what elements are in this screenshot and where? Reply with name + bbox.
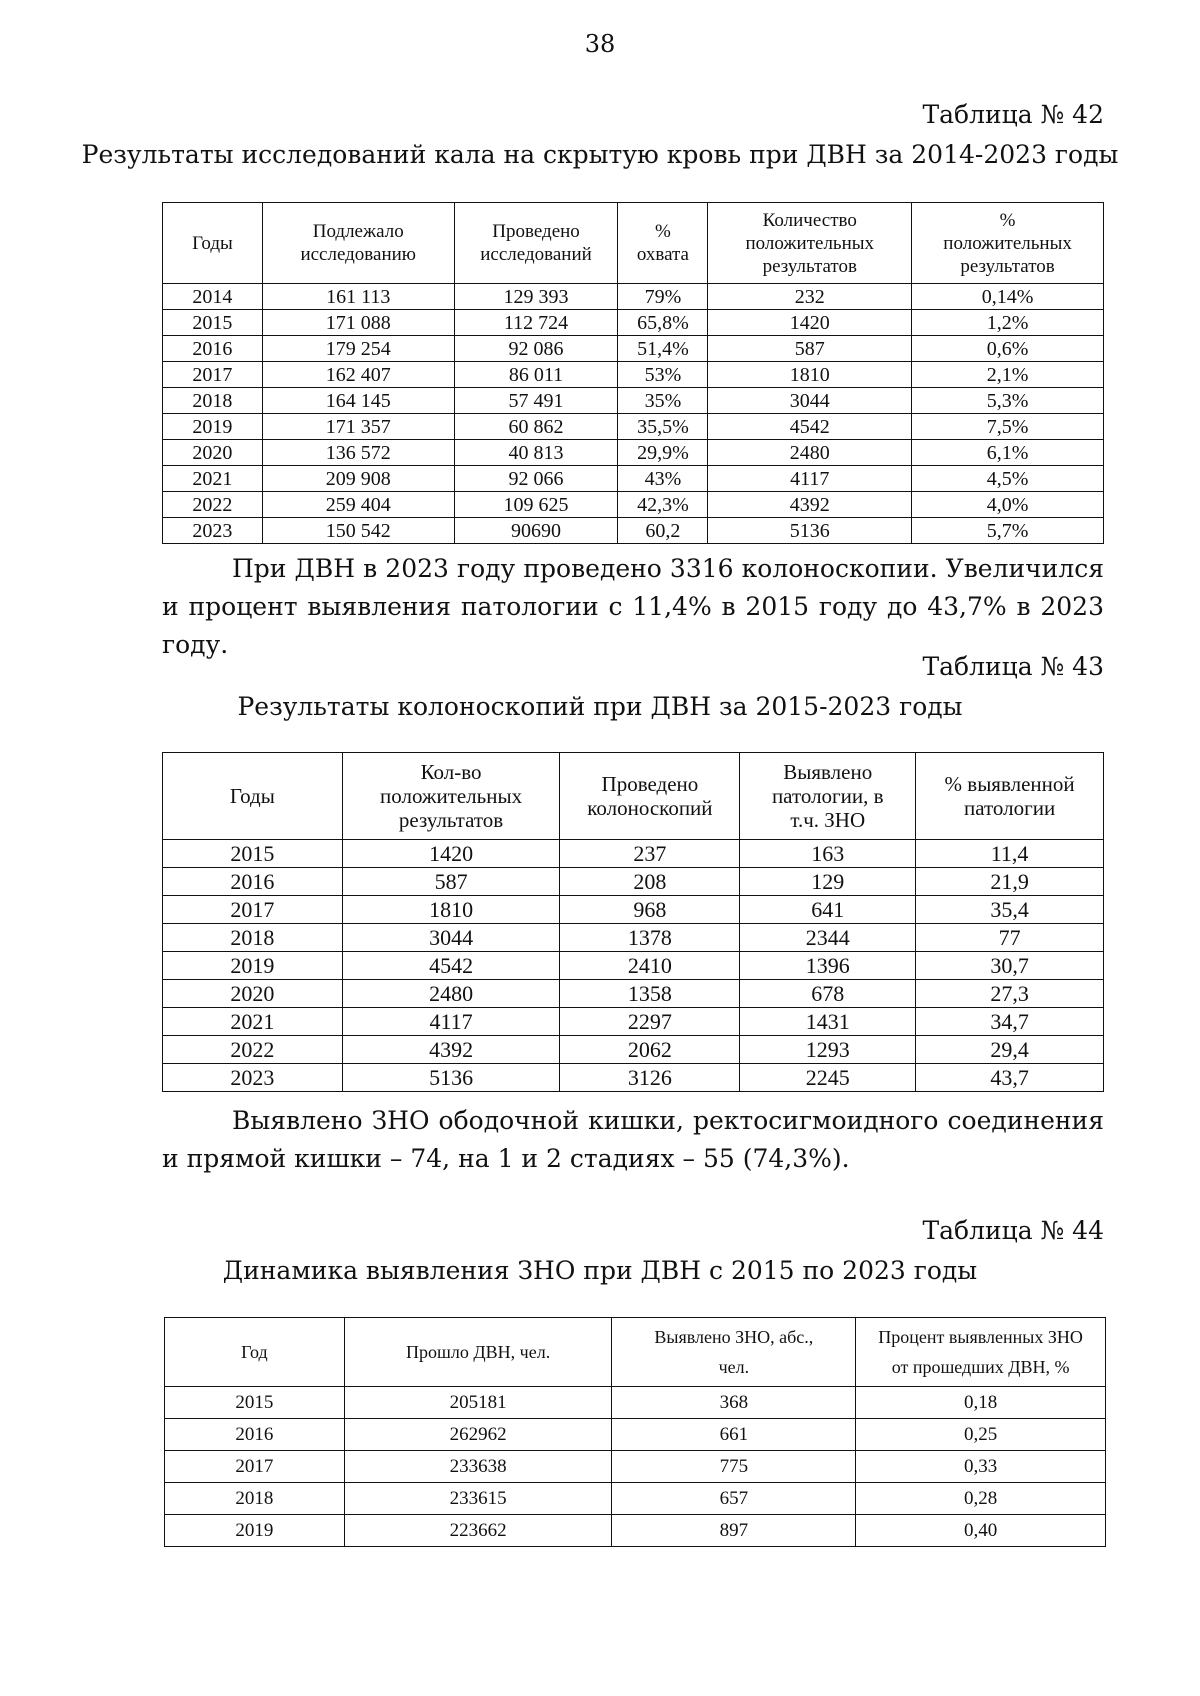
- table-44-row: [165, 1483, 1106, 1515]
- table-42-header-cell: Количество положительных результатов: [708, 203, 912, 284]
- table-43-cell: 21,9: [916, 868, 1104, 896]
- table-42-cell: 112 724: [454, 310, 618, 336]
- table-43-header-cell: Проведено колоноскопий: [560, 753, 740, 840]
- table-42-cell: 179 254: [262, 336, 454, 362]
- table-43-row: [163, 896, 1104, 924]
- table-42-cell: 2480: [708, 440, 912, 466]
- table-42-cell: 2015: [163, 310, 263, 336]
- table-43-cell: 27,3: [916, 980, 1104, 1008]
- table-44-title: Динамика выявления ЗНО при ДВН с 2015 по 2023 годы: [222, 1256, 978, 1285]
- table-43-cell: 5136: [342, 1064, 560, 1092]
- table-43-cell: 2022: [163, 1036, 343, 1064]
- table-43-cell: 34,7: [916, 1008, 1104, 1036]
- table-43-row: [163, 840, 1104, 868]
- table-42-cell: 2022: [163, 492, 263, 518]
- table-43-cell: 1810: [342, 896, 560, 924]
- table-42-cell: 53%: [618, 362, 708, 388]
- table-42-cell: 90690: [454, 518, 618, 544]
- table-43-cell: 1396: [740, 952, 916, 980]
- table-43-cell: 641: [740, 896, 916, 924]
- table-42-header-cell: Проведено исследований: [454, 203, 618, 284]
- table-44-row: [165, 1515, 1106, 1547]
- page-number: 38: [584, 30, 616, 58]
- table-42-cell: 7,5%: [912, 414, 1104, 440]
- table-42-cell: 587: [708, 336, 912, 362]
- table-42-cell: 4,0%: [912, 492, 1104, 518]
- table-42-cell: 136 572: [262, 440, 454, 466]
- table-43-row: [163, 980, 1104, 1008]
- table-43-cell: 163: [740, 840, 916, 868]
- table-42-cell: 171 088: [262, 310, 454, 336]
- table-43-cell: 2020: [163, 980, 343, 1008]
- table-42-cell: 4117: [708, 466, 912, 492]
- table-43-row: [163, 924, 1104, 952]
- table-42-cell: 5,3%: [912, 388, 1104, 414]
- table-43-row: [163, 1008, 1104, 1036]
- table-44-cell: 205181: [344, 1387, 612, 1419]
- table-42-cell: 164 145: [262, 388, 454, 414]
- table-43-cell: 4392: [342, 1036, 560, 1064]
- table-42-row: [163, 414, 1104, 440]
- table-43-cell: 2245: [740, 1064, 916, 1092]
- table-43-cell: 1431: [740, 1008, 916, 1036]
- table-43-cell: 1358: [560, 980, 740, 1008]
- table-42-cell: 79%: [618, 284, 708, 310]
- table-44: [164, 1317, 1106, 1547]
- table-43-cell: 1293: [740, 1036, 916, 1064]
- table-44-cell: 368: [612, 1387, 856, 1419]
- table-43: [162, 752, 1104, 1092]
- table-42-header-cell: Годы: [163, 203, 263, 284]
- table-43-cell: 35,4: [916, 896, 1104, 924]
- table-42-row: [163, 310, 1104, 336]
- table-42-row: [163, 388, 1104, 414]
- table-44-cell: 0,18: [856, 1387, 1106, 1419]
- table-42-cell: 3044: [708, 388, 912, 414]
- table-43-cell: 4542: [342, 952, 560, 980]
- table-42-cell: 2019: [163, 414, 263, 440]
- table-43-cell: 2016: [163, 868, 343, 896]
- paragraph-colonoscopy-summary: При ДВН в 2023 году проведено 3316 колоноскопии. Увеличился и процент выявления патологии с 11,4% в 2015 году до 43,7% в 2023 году.: [162, 554, 1104, 659]
- table-43-cell: 1420: [342, 840, 560, 868]
- table-42-cell: 86 011: [454, 362, 618, 388]
- table-44-cell: 2017: [165, 1451, 345, 1483]
- table-42-cell: 0,6%: [912, 336, 1104, 362]
- table-42-header-cell: % положительных результатов: [912, 203, 1104, 284]
- table-43-cell: 2018: [163, 924, 343, 952]
- table-42-row: [163, 336, 1104, 362]
- table-44-cell: 0,33: [856, 1451, 1106, 1483]
- table-42-cell: 65,8%: [618, 310, 708, 336]
- table-43-cell: 1378: [560, 924, 740, 952]
- table-44-body: [165, 1387, 1106, 1547]
- table-43-cell: 11,4: [916, 840, 1104, 868]
- table-42-header-row: [163, 203, 1104, 284]
- table-42-cell: 2017: [163, 362, 263, 388]
- table-43-cell: 2023: [163, 1064, 343, 1092]
- table-42-header-cell: Подлежало исследованию: [262, 203, 454, 284]
- table-43-cell: 2410: [560, 952, 740, 980]
- table-42-cell: 171 357: [262, 414, 454, 440]
- table-42-cell: 150 542: [262, 518, 454, 544]
- table-43-row: [163, 868, 1104, 896]
- table-43-cell: 4117: [342, 1008, 560, 1036]
- table-43-cell: 77: [916, 924, 1104, 952]
- table-43-header-cell: Годы: [163, 753, 343, 840]
- table-43-body: [163, 840, 1104, 1092]
- table-42-cell: 162 407: [262, 362, 454, 388]
- table-42: [162, 202, 1104, 544]
- table-43-cell: 587: [342, 868, 560, 896]
- table-44-header-cell: Прошло ДВН, чел.: [344, 1318, 612, 1387]
- table-43-cell: 2062: [560, 1036, 740, 1064]
- table-42-cell: 5136: [708, 518, 912, 544]
- table-44-cell: 0,40: [856, 1515, 1106, 1547]
- table-42-cell: 232: [708, 284, 912, 310]
- table-42-cell: 2018: [163, 388, 263, 414]
- table-44-header-cell: Процент выявленных ЗНО от прошедших ДВН, %: [856, 1318, 1106, 1387]
- table-44-cell: 223662: [344, 1515, 612, 1547]
- table-44-cell: 233615: [344, 1483, 612, 1515]
- table-42-cell: 35,5%: [618, 414, 708, 440]
- table-42-cell: 2014: [163, 284, 263, 310]
- table-42-row: [163, 440, 1104, 466]
- table-42-cell: 60,2: [618, 518, 708, 544]
- table-42-body: [163, 284, 1104, 544]
- table-42-label: Таблица № 42: [922, 100, 1104, 129]
- table-44-cell: 233638: [344, 1451, 612, 1483]
- table-43-cell: 3044: [342, 924, 560, 952]
- table-42-cell: 92 066: [454, 466, 618, 492]
- table-44-cell: 2016: [165, 1419, 345, 1451]
- table-44-cell: 775: [612, 1451, 856, 1483]
- table-43-cell: 678: [740, 980, 916, 1008]
- table-42-cell: 259 404: [262, 492, 454, 518]
- table-42-cell: 4,5%: [912, 466, 1104, 492]
- table-42-cell: 60 862: [454, 414, 618, 440]
- table-42-row: [163, 466, 1104, 492]
- table-42-cell: 4392: [708, 492, 912, 518]
- table-43-row: [163, 952, 1104, 980]
- table-42-cell: 1420: [708, 310, 912, 336]
- table-42-cell: 51,4%: [618, 336, 708, 362]
- table-43-cell: 2017: [163, 896, 343, 924]
- table-42-cell: 109 625: [454, 492, 618, 518]
- table-42-cell: 43%: [618, 466, 708, 492]
- table-43-cell: 208: [560, 868, 740, 896]
- table-42-cell: 129 393: [454, 284, 618, 310]
- table-42-cell: 57 491: [454, 388, 618, 414]
- table-42-cell: 29,9%: [618, 440, 708, 466]
- table-44-header-cell: Год: [165, 1318, 345, 1387]
- table-42-cell: 2021: [163, 466, 263, 492]
- table-43-header-cell: Кол-во положительных результатов: [342, 753, 560, 840]
- paragraph-zno-summary: Выявлено ЗНО ободочной кишки, ректосигмоидного соединения и прямой кишки – 74, на 1 и 2 стадиях – 55 (74,3%).: [162, 1106, 1104, 1173]
- table-43-cell: 30,7: [916, 952, 1104, 980]
- table-42-cell: 209 908: [262, 466, 454, 492]
- table-43-row: [163, 1064, 1104, 1092]
- table-44-cell: 2015: [165, 1387, 345, 1419]
- table-42-row: [163, 492, 1104, 518]
- table-44-cell: 2018: [165, 1483, 345, 1515]
- table-42-title: Результаты исследований кала на скрытую кровь при ДВН за 2014-2023 годы: [81, 140, 1119, 169]
- table-43-cell: 29,4: [916, 1036, 1104, 1064]
- table-42-cell: 92 086: [454, 336, 618, 362]
- table-42-row: [163, 362, 1104, 388]
- table-42-cell: 35%: [618, 388, 708, 414]
- table-42-cell: 2020: [163, 440, 263, 466]
- table-42-header-cell: % охвата: [618, 203, 708, 284]
- table-42-cell: 0,14%: [912, 284, 1104, 310]
- table-43-label: Таблица № 43: [922, 652, 1104, 681]
- table-42-cell: 2,1%: [912, 362, 1104, 388]
- table-42-cell: 2016: [163, 336, 263, 362]
- table-43-cell: 2015: [163, 840, 343, 868]
- table-42-cell: 40 813: [454, 440, 618, 466]
- table-44-header-row: [165, 1318, 1106, 1387]
- table-43-cell: 2021: [163, 1008, 343, 1036]
- table-42-cell: 42,3%: [618, 492, 708, 518]
- table-44-cell: 2019: [165, 1515, 345, 1547]
- table-43-cell: 2297: [560, 1008, 740, 1036]
- table-43-cell: 2480: [342, 980, 560, 1008]
- table-44-cell: 0,28: [856, 1483, 1106, 1515]
- table-42-cell: 6,1%: [912, 440, 1104, 466]
- table-44-cell: 897: [612, 1515, 856, 1547]
- table-43-cell: 3126: [560, 1064, 740, 1092]
- table-42-row: [163, 518, 1104, 544]
- table-43-header-row: [163, 753, 1104, 840]
- table-43-cell: 2019: [163, 952, 343, 980]
- table-43-title: Результаты колоноскопий при ДВН за 2015-2023 годы: [237, 692, 963, 721]
- table-44-cell: 657: [612, 1483, 856, 1515]
- table-44-label: Таблица № 44: [922, 1216, 1104, 1245]
- table-43-cell: 129: [740, 868, 916, 896]
- table-43-header-cell: Выявлено патологии, в т.ч. ЗНО: [740, 753, 916, 840]
- table-43-header-cell: % выявленной патологии: [916, 753, 1104, 840]
- table-42-cell: 2023: [163, 518, 263, 544]
- table-42-row: [163, 284, 1104, 310]
- table-42-cell: 4542: [708, 414, 912, 440]
- table-44-row: [165, 1451, 1106, 1483]
- table-43-row: [163, 1036, 1104, 1064]
- table-43-cell: 237: [560, 840, 740, 868]
- table-42-cell: 5,7%: [912, 518, 1104, 544]
- table-44-cell: 262962: [344, 1419, 612, 1451]
- table-42-cell: 161 113: [262, 284, 454, 310]
- table-44-row: [165, 1387, 1106, 1419]
- table-43-cell: 2344: [740, 924, 916, 952]
- table-42-cell: 1810: [708, 362, 912, 388]
- table-44-cell: 0,25: [856, 1419, 1106, 1451]
- table-43-cell: 43,7: [916, 1064, 1104, 1092]
- table-44-header-cell: Выявлено ЗНО, абс., чел.: [612, 1318, 856, 1387]
- table-42-cell: 1,2%: [912, 310, 1104, 336]
- table-44-row: [165, 1419, 1106, 1451]
- table-43-cell: 968: [560, 896, 740, 924]
- table-44-cell: 661: [612, 1419, 856, 1451]
